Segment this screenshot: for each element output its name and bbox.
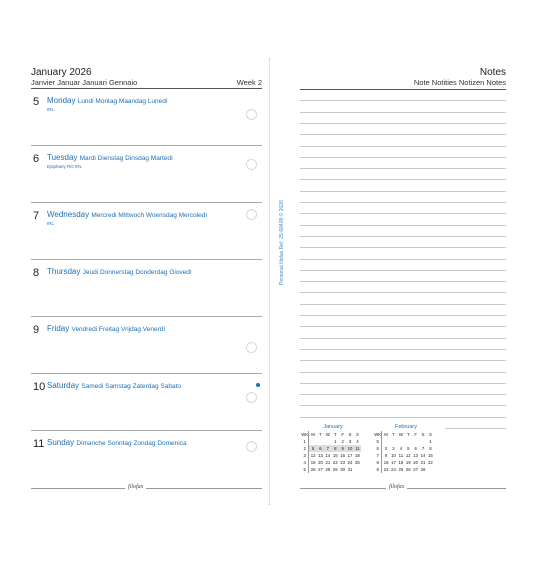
week-page — [19, 58, 268, 505]
note-line[interactable] — [300, 270, 506, 271]
date-cell — [412, 438, 419, 445]
date-cell — [427, 466, 434, 473]
date-cell: 26 — [310, 467, 316, 472]
punch-hole — [246, 209, 257, 220]
date-cell: 4 — [399, 446, 403, 451]
date-cell: 18 — [398, 460, 404, 465]
calendar-week-row — [301, 445, 361, 452]
date-cell: S — [348, 432, 352, 437]
date-cell: 17 — [347, 453, 353, 458]
day-number: 11 — [33, 438, 45, 450]
note-line[interactable] — [300, 146, 506, 147]
note-line[interactable] — [300, 383, 506, 384]
date-cell: 15 — [332, 453, 338, 458]
calendar-grid — [374, 431, 434, 473]
page-divider — [269, 58, 270, 505]
calendar-week-row — [374, 445, 434, 452]
week-number-cell: 3 — [301, 452, 309, 459]
product-reference: Personal filofax Ref: 25-68409 © 2026 — [279, 200, 285, 285]
week-number-cell: 1 — [301, 438, 309, 445]
note-line[interactable] — [300, 259, 506, 260]
note-line[interactable] — [300, 417, 506, 418]
date-cell: F — [414, 432, 417, 437]
punch-hole — [246, 441, 257, 452]
notes-translations: Note Notities Notizen Notes — [413, 78, 506, 87]
day-block-friday[interactable] — [31, 317, 262, 374]
note-line[interactable] — [300, 134, 506, 135]
date-cell: 13 — [413, 453, 419, 458]
date-cell: 31 — [347, 467, 353, 472]
date-cell: 10 — [347, 446, 353, 451]
day-number: 6 — [33, 153, 40, 165]
date-cell: 3 — [392, 446, 395, 451]
date-cell: 24 — [391, 467, 396, 472]
date-cell: S — [428, 432, 432, 437]
day-block-thursday[interactable] — [31, 260, 262, 317]
punch-hole — [246, 342, 257, 353]
calendar-header-row — [374, 431, 434, 438]
note-line[interactable] — [300, 304, 506, 305]
date-cell: 4 — [356, 439, 359, 444]
date-cell — [309, 438, 317, 445]
week-number-cell: 5 — [301, 466, 309, 473]
date-cell: 6 — [317, 445, 324, 452]
note-line[interactable] — [300, 281, 506, 282]
footer-rule — [31, 488, 262, 489]
date-cell: 25 — [355, 460, 360, 465]
date-cell: 17 — [391, 460, 396, 465]
day-block-tuesday[interactable] — [31, 146, 262, 203]
month-title: January 2026 — [31, 67, 92, 78]
date-cell — [354, 466, 361, 473]
note-line[interactable] — [300, 292, 506, 293]
date-cell: 11 — [355, 446, 360, 451]
date-cell: 18 — [355, 453, 360, 458]
date-cell — [382, 438, 390, 445]
calendar-week-row — [374, 452, 434, 459]
day-block-sunday[interactable] — [31, 431, 262, 488]
date-cell: 2 — [341, 439, 344, 444]
date-cell: 8 — [332, 445, 339, 452]
date-cell: 9 — [339, 445, 346, 452]
date-cell: 27 — [318, 467, 323, 472]
note-line[interactable] — [300, 213, 506, 214]
date-cell: 2 — [384, 446, 388, 451]
date-cell: W — [398, 432, 403, 437]
holiday-note: Epiphany RO IRL — [47, 164, 83, 169]
date-cell: 29 — [332, 467, 338, 472]
date-cell: T — [333, 432, 337, 437]
note-line[interactable] — [300, 225, 506, 226]
date-cell: 22 — [332, 460, 338, 465]
week-number-cell: 4 — [301, 459, 309, 466]
date-cell: 19 — [405, 460, 411, 465]
note-line[interactable] — [300, 168, 506, 169]
date-cell: 28 — [420, 467, 426, 472]
date-cell — [397, 438, 404, 445]
note-line[interactable] — [300, 405, 506, 406]
note-line[interactable] — [300, 394, 506, 395]
date-cell: 7 — [324, 445, 331, 452]
date-cell — [405, 438, 412, 445]
note-line[interactable] — [300, 191, 506, 192]
date-cell: S — [355, 432, 359, 437]
date-cell: 16 — [340, 453, 346, 458]
day-number: 8 — [33, 267, 40, 279]
note-line[interactable] — [445, 428, 506, 429]
week-number-cell: 6 — [374, 445, 382, 452]
day-name: Thursday Jeudi Donnerstag Donderdag Giovedì — [47, 267, 192, 276]
date-cell: S — [421, 432, 425, 437]
date-cell — [317, 438, 324, 445]
calendar-month: January — [323, 424, 343, 430]
note-line[interactable] — [300, 112, 506, 113]
note-line[interactable] — [300, 202, 506, 203]
calendar-week-row — [374, 466, 434, 473]
date-cell: W — [325, 432, 330, 437]
date-cell: 20 — [413, 460, 419, 465]
calendar-grid — [301, 431, 361, 473]
calendar-week-row — [374, 438, 434, 445]
note-line[interactable] — [300, 123, 506, 124]
date-cell: 23 — [340, 460, 346, 465]
date-cell: 12 — [405, 453, 411, 458]
note-line[interactable] — [300, 236, 506, 237]
week-number-cell: 9 — [374, 466, 382, 473]
week-number-cell: 5 — [374, 438, 382, 445]
date-cell: 11 — [398, 453, 404, 458]
week-number-cell: 8 — [374, 459, 382, 466]
calendar-week-row — [301, 466, 361, 473]
calendar-month: February — [394, 424, 417, 430]
date-cell: 1 — [429, 439, 432, 444]
holiday-note: IRL — [47, 107, 55, 112]
date-cell: 23 — [383, 467, 389, 472]
date-cell: 8 — [429, 446, 432, 451]
notes-page — [271, 58, 516, 505]
week-number: Week 2 — [236, 78, 262, 87]
date-cell: 12 — [310, 453, 316, 458]
note-line[interactable] — [300, 315, 506, 316]
note-line[interactable] — [300, 326, 506, 327]
calendar-week-row — [374, 459, 434, 466]
notes-title: Notes — [479, 67, 506, 78]
brand-logo: filofax — [386, 484, 407, 490]
brand-logo: filofax — [125, 484, 146, 490]
day-block-saturday[interactable] — [31, 374, 262, 431]
day-name: Saturday Samedi Samstag Zaterdag Sabato — [47, 381, 181, 390]
date-cell: 20 — [318, 460, 323, 465]
note-line[interactable] — [300, 179, 506, 180]
date-cell: 26 — [405, 467, 411, 472]
date-cell: 5 — [407, 446, 410, 451]
holiday-note: IRL — [47, 221, 55, 226]
date-cell: 22 — [428, 460, 433, 465]
date-cell: F — [341, 432, 344, 437]
day-block-monday[interactable] — [31, 89, 262, 146]
date-cell: 6 — [414, 446, 417, 451]
note-line[interactable] — [300, 157, 506, 158]
date-cell: 13 — [318, 453, 323, 458]
date-cell: M — [311, 432, 315, 437]
day-number: 10 — [33, 381, 46, 393]
week-number-cell: WK — [301, 432, 309, 437]
date-cell: 16 — [383, 460, 389, 465]
calendar-week-row — [301, 459, 361, 466]
date-cell: 10 — [391, 453, 396, 458]
day-name: Monday Lundi Montag Maandag Lunedì — [47, 96, 168, 105]
month-translations: Janvier Januar Januari Gennaio — [31, 78, 138, 87]
date-cell: 30 — [340, 467, 346, 472]
note-line[interactable] — [300, 360, 506, 361]
date-cell: 5 — [309, 445, 317, 452]
day-name: Tuesday Mardi Dienstag Dinsdag Martedì — [47, 153, 173, 162]
calendar-week-row — [301, 452, 361, 459]
moon-phase-icon — [256, 383, 260, 387]
date-cell: 28 — [325, 467, 331, 472]
day-name: Sunday Dimanche Sonntag Zondag Domenica — [47, 438, 187, 447]
punch-hole — [246, 159, 257, 170]
punch-hole — [246, 392, 257, 403]
note-line[interactable] — [300, 349, 506, 350]
date-cell: T — [392, 432, 395, 437]
date-cell: 3 — [348, 439, 352, 444]
date-cell: 1 — [334, 439, 337, 444]
date-cell: 9 — [384, 453, 388, 458]
day-name: Wednesday Mercredi Mittwoch Woensdag Mercoledì — [47, 210, 208, 219]
date-cell: 27 — [413, 467, 419, 472]
date-cell: 24 — [347, 460, 353, 465]
week-number-cell: WK — [374, 432, 382, 437]
note-line[interactable] — [300, 247, 506, 248]
note-line[interactable] — [300, 89, 506, 90]
note-line[interactable] — [300, 338, 506, 339]
note-line[interactable] — [300, 372, 506, 373]
date-cell: 15 — [428, 453, 433, 458]
date-cell: 14 — [420, 453, 426, 458]
date-cell: 25 — [398, 467, 404, 472]
date-cell: T — [319, 432, 322, 437]
week-number-cell: 2 — [301, 445, 309, 452]
note-line[interactable] — [300, 100, 506, 101]
day-number: 7 — [33, 210, 40, 222]
day-block-wednesday[interactable] — [31, 203, 262, 260]
day-number: 9 — [33, 324, 40, 336]
date-cell — [324, 438, 331, 445]
date-cell — [390, 438, 397, 445]
calendar-header-row — [301, 431, 361, 438]
day-number: 5 — [33, 96, 40, 108]
date-cell: 19 — [310, 460, 316, 465]
date-cell: 21 — [325, 460, 331, 465]
date-cell: 14 — [325, 453, 331, 458]
calendar-week-row — [301, 438, 361, 445]
punch-hole — [246, 109, 257, 120]
date-cell: 7 — [421, 446, 425, 451]
date-cell — [419, 438, 426, 445]
date-cell: 21 — [420, 460, 426, 465]
date-cell: M — [384, 432, 388, 437]
date-cell: T — [406, 432, 410, 437]
week-number-cell: 7 — [374, 452, 382, 459]
day-name: Friday Vendredi Freitag Vrijdag Venerdì — [47, 324, 166, 333]
